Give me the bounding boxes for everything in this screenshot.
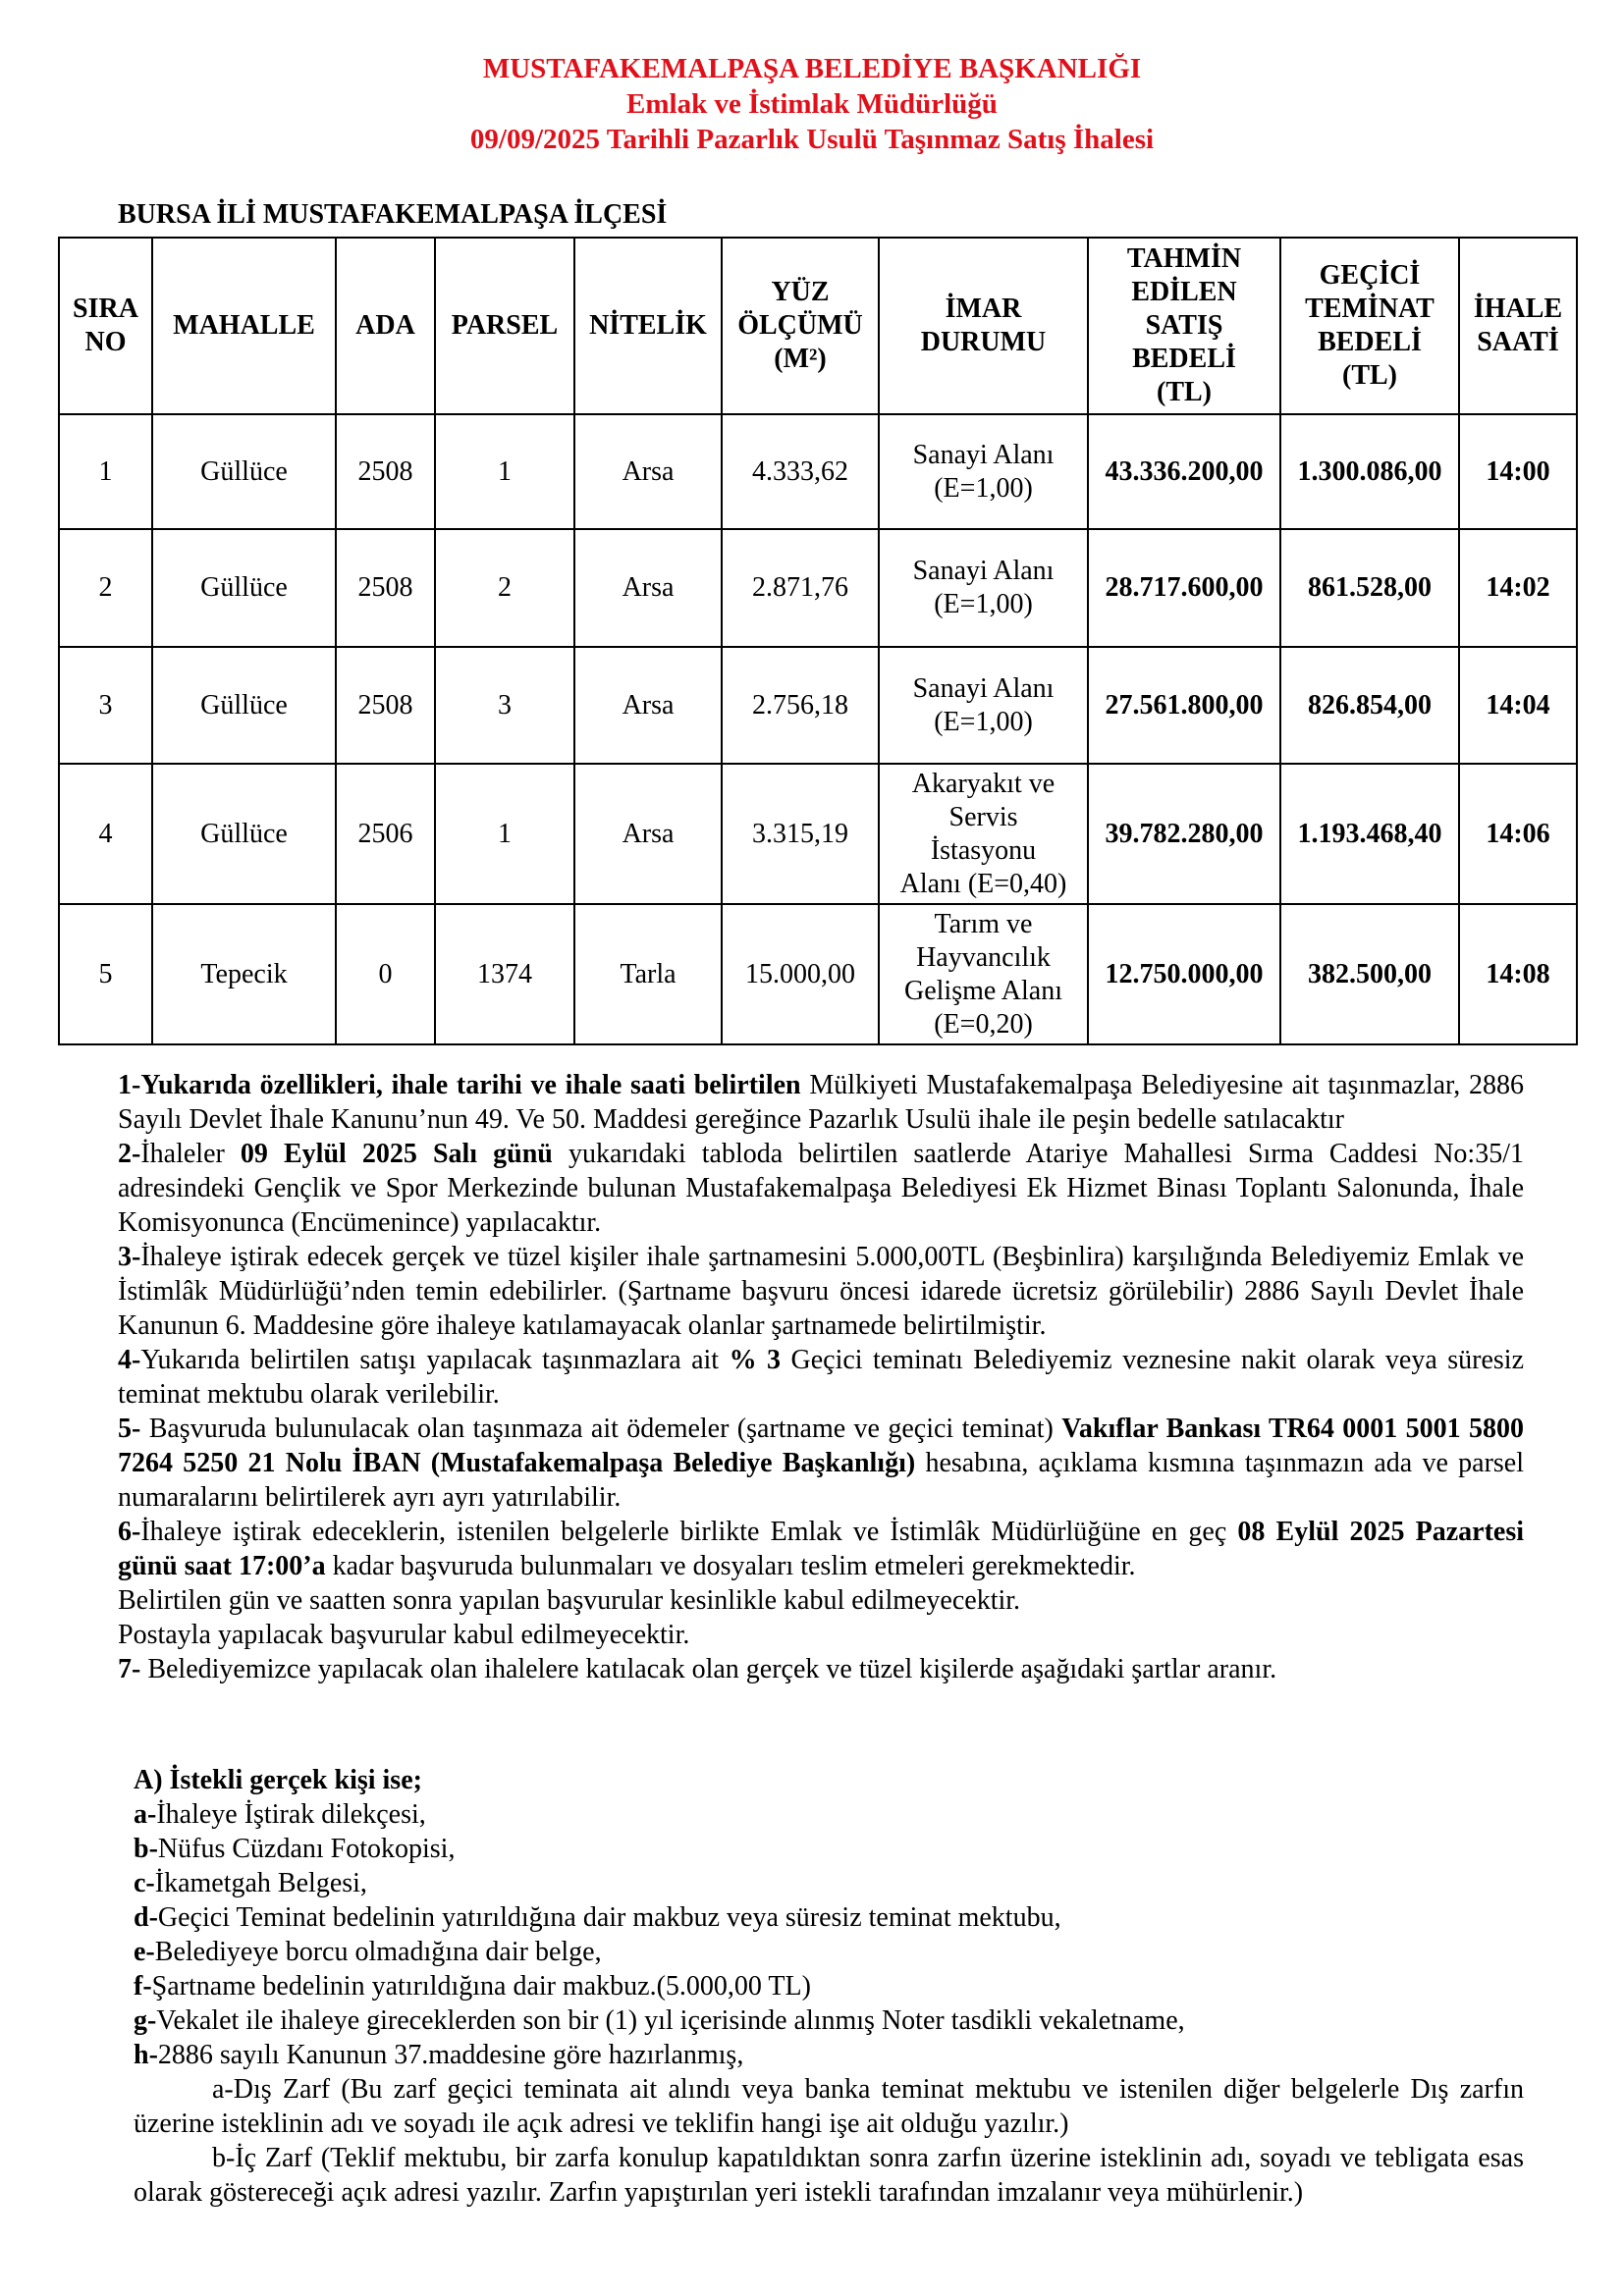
cell-yuz-olcumu: 15.000,00 [722, 904, 879, 1044]
cell-no: 5 [59, 904, 152, 1044]
cell-gecici: 861.528,00 [1280, 529, 1459, 647]
department-title: Emlak ve İstimlak Müdürlüğü [626, 88, 998, 120]
cell-nitelik: Tarla [574, 904, 722, 1044]
cell-saat: 14:04 [1459, 647, 1577, 764]
cell-parsel: 3 [435, 647, 574, 764]
cell-imar: Akaryakıt ve Servis İstasyonu Alanı (E=0,40) [879, 764, 1088, 904]
paragraph-4: 4-Yukarıda belirtilen satışı yapılacak taşınmazlara ait % 3 Geçici teminatı Belediyemiz veznesine nakit olarak veya süresiz teminat mektubu olarak verilebilir. [118, 1345, 1524, 1410]
cell-parsel: 1 [435, 764, 574, 904]
cell-mahalle: Tepecik [152, 904, 336, 1044]
requirements-list [134, 1763, 1524, 2210]
inner-envelope-note: b-İç Zarf (Teklif mektubu, bir zarfa konulup kapatıldıktan sonra zarfın üzerine isteklinin adı, soyadı ve tebligata esas olarak göstereceği açık adresi yazılır. Zarfın yapıştırılan yeri istekli tarafından imzalanır veya mühürlenir.) [134, 2143, 1524, 2208]
cell-no: 1 [59, 414, 152, 529]
conditions-text [118, 1068, 1524, 1686]
outer-envelope-note: a-Dış Zarf (Bu zarf geçici teminata ait alındı veya banka teminat mektubu ve istenilen diğer belgelerle Dış zarfın üzerine isteklinin adı ve soyadı ile açık adresi ve teklifin hangi işe ait olduğu yazılır.) [134, 2074, 1524, 2139]
cell-gecici: 826.854,00 [1280, 647, 1459, 764]
municipality-title: MUSTAFAKEMALPAŞA BELEDİYE BAŞKANLIĞI [482, 53, 1142, 84]
header-ada: ADA [336, 238, 435, 414]
cell-ada: 0 [336, 904, 435, 1044]
paragraph-6-line-3: Postayla yapılacak başvurular kabul edilmeyecektir. [118, 1620, 690, 1650]
cell-gecici: 1.300.086,00 [1280, 414, 1459, 529]
header-nitelik: NİTELİK [574, 238, 722, 414]
cell-saat: 14:02 [1459, 529, 1577, 647]
list-item: e-Belediyeye borcu olmadığına dair belge, [134, 1937, 602, 1967]
table-header-row [59, 238, 1577, 414]
paragraph-6: 6-İhaleye iştirak edeceklerin, istenilen belgelerle birlikte Emlak ve İstimlâk Müdürlüğüne en geç 08 Eylül 2025 Pazartesi günü saat 17:00’a kadar başvuruda bulunmaları ve dosyaları teslim etmeleri gerekmektedir. [118, 1517, 1524, 1581]
table-row [59, 764, 1577, 904]
cell-gecici: 1.193.468,40 [1280, 764, 1459, 904]
cell-mahalle: Güllüce [152, 414, 336, 529]
table-row [59, 647, 1577, 764]
cell-parsel: 2 [435, 529, 574, 647]
auction-title: 09/09/2025 Tarihli Pazarlık Usulü Taşınmaz Satış İhalesi [469, 124, 1155, 155]
cell-ada: 2508 [336, 647, 435, 764]
header-yuz-olcumu: YÜZ ÖLÇÜMÜ (M²) [722, 238, 879, 414]
list-item: c-İkametgah Belgesi, [134, 1868, 367, 1898]
cell-tahmin: 28.717.600,00 [1088, 529, 1280, 647]
paragraph-1: 1-Yukarıda özellikleri, ihale tarihi ve ihale saati belirtilen Mülkiyeti Mustafakemalpaşa Belediyesine ait taşınmazlar, 2886 Sayılı Devlet İhale Kanunu’nun 49. Ve 50. Maddesi gereğince Pazarlık Usulü ihale ile peşin bedelle satılacaktır [118, 1070, 1524, 1135]
cell-yuz-olcumu: 3.315,19 [722, 764, 879, 904]
cell-imar: Tarım ve Hayvancılık Gelişme Alanı (E=0,20) [879, 904, 1088, 1044]
header-imar-durumu: İMAR DURUMU [879, 238, 1088, 414]
cell-parsel: 1 [435, 414, 574, 529]
document-header [0, 51, 1624, 157]
cell-mahalle: Güllüce [152, 647, 336, 764]
cell-ada: 2508 [336, 529, 435, 647]
list-item: f-Şartname bedelinin yatırıldığına dair makbuz.(5.000,00 TL) [134, 1971, 811, 2002]
paragraph-7: 7- Belediyemizce yapılacak olan ihalelere katılacak olan gerçek ve tüzel kişilerde aşağıdaki şartlar aranır. [118, 1654, 1277, 1684]
property-table [58, 237, 1578, 1045]
paragraph-5: 5- Başvuruda bulunulacak olan taşınmaza ait ödemeler (şartname ve geçici teminat) Vakıflar Bankası TR64 0001 5001 5800 7264 5250 21 Nolu İBAN (Mustafakemalpaşa Belediye Başkanlığı) hesabına, açıklama kısmına taşınmazın ada ve parsel numaralarını belirtilerek ayrı ayrı yatırılabilir. [118, 1414, 1525, 1513]
cell-parsel: 1374 [435, 904, 574, 1044]
cell-tahmin: 39.782.280,00 [1088, 764, 1280, 904]
cell-no: 3 [59, 647, 152, 764]
cell-yuz-olcumu: 2.756,18 [722, 647, 879, 764]
requirements-title: A) İstekli gerçek kişi ise; [134, 1765, 422, 1795]
cell-no: 2 [59, 529, 152, 647]
cell-nitelik: Arsa [574, 414, 722, 529]
cell-ada: 2508 [336, 414, 435, 529]
paragraph-2: 2-İhaleler 09 Eylül 2025 Salı günü yukarıdaki tabloda belirtilen saatlerde Atariye Mahallesi Sırma Caddesi No:35/1 adresindeki Gençlik ve Spor Merkezinde bulunan Mustafakemalpaşa Belediyesi Ek Hizmet Binası Toplantı Salonunda, İhale Komisyonunca (Encümenince) yapılacaktır. [118, 1139, 1524, 1238]
cell-ada: 2506 [336, 764, 435, 904]
cell-nitelik: Arsa [574, 764, 722, 904]
cell-tahmin: 27.561.800,00 [1088, 647, 1280, 764]
list-item: h-2886 sayılı Kanunun 37.maddesine göre hazırlanmış, [134, 2040, 744, 2070]
cell-no: 4 [59, 764, 152, 904]
cell-tahmin: 43.336.200,00 [1088, 414, 1280, 529]
header-parsel: PARSEL [435, 238, 574, 414]
list-item: a-İhaleye İştirak dilekçesi, [134, 1799, 426, 1830]
cell-tahmin: 12.750.000,00 [1088, 904, 1280, 1044]
header-sira: SIRA NO [59, 238, 152, 414]
paragraph-3: 3-İhaleye iştirak edecek gerçek ve tüzel kişiler ihale şartnamesini 5.000,00TL (Beşbinlira) karşılığında Belediyemiz Emlak ve İstimlâk Müdürlüğü’nden temin edebilirler. (Şartname başvuru öncesi idarede ücretsiz görülebilir) 2886 Sayılı Devlet İhale Kanunun 6. Maddesine göre ihaleye katılamayacak olanlar şartnamede belirtilmiştir. [118, 1242, 1524, 1341]
cell-saat: 14:00 [1459, 414, 1577, 529]
cell-mahalle: Güllüce [152, 529, 336, 647]
cell-saat: 14:06 [1459, 764, 1577, 904]
cell-imar: Sanayi Alanı (E=1,00) [879, 414, 1088, 529]
header-mahalle: MAHALLE [152, 238, 336, 414]
list-item: g-Vekalet ile ihaleye gireceklerden son bir (1) yıl içerisinde alınmış Noter tasdikli vekaletname, [134, 2005, 1185, 2036]
list-item: d-Geçici Teminat bedelinin yatırıldığına dair makbuz veya süresiz teminat mektubu, [134, 1902, 1061, 1933]
region-label: BURSA İLİ MUSTAFAKEMALPAŞA İLÇESİ [118, 199, 668, 230]
cell-imar: Sanayi Alanı (E=1,00) [879, 529, 1088, 647]
header-tahmin-bedeli: TAHMİN EDİLEN SATIŞ BEDELİ (TL) [1088, 238, 1280, 414]
cell-yuz-olcumu: 4.333,62 [722, 414, 879, 529]
list-item: b-Nüfus Cüzdanı Fotokopisi, [134, 1834, 456, 1864]
cell-yuz-olcumu: 2.871,76 [722, 529, 879, 647]
header-ihale-saati: İHALE SAATİ [1459, 238, 1577, 414]
cell-gecici: 382.500,00 [1280, 904, 1459, 1044]
cell-nitelik: Arsa [574, 647, 722, 764]
cell-saat: 14:08 [1459, 904, 1577, 1044]
table-row [59, 529, 1577, 647]
cell-nitelik: Arsa [574, 529, 722, 647]
cell-mahalle: Güllüce [152, 764, 336, 904]
table-row [59, 904, 1577, 1044]
table-row [59, 414, 1577, 529]
paragraph-6-line-2: Belirtilen gün ve saatten sonra yapılan başvurular kesinlikle kabul edilmeyecektir. [118, 1585, 1021, 1616]
header-gecici-teminat: GEÇİCİ TEMİNAT BEDELİ (TL) [1280, 238, 1459, 414]
cell-imar: Sanayi Alanı (E=1,00) [879, 647, 1088, 764]
